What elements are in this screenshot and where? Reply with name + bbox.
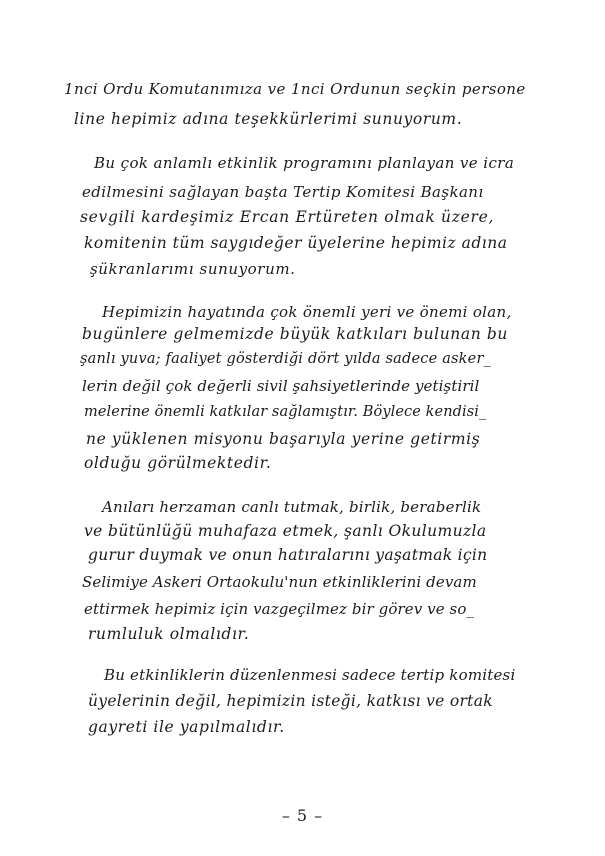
text-line: ve bütünlüğü muhafaza etmek, şanlı Okulumuzla <box>84 522 487 540</box>
text-line: Hepimizin hayatında çok önemli yeri ve önemi olan, <box>102 303 512 321</box>
text-line: line hepimiz adına teşekkürlerimi sunuyorum. <box>74 110 463 128</box>
text-line: olduğu görülmektedir. <box>84 454 272 472</box>
text-line: edilmesini sağlayan başta Tertip Komitesi Başkanı <box>82 183 484 201</box>
text-line: şanlı yuva; faaliyet gösterdiği dört yılda sadece asker_ <box>80 351 492 367</box>
text-line: ettirmek hepimiz için vazgeçilmez bir görev ve so_ <box>84 600 475 618</box>
text-line: lerin değil çok değerli sivil şahsiyetlerinde yetiştiril <box>82 377 480 395</box>
text-line: şükranlarımı sunuyorum. <box>90 260 296 278</box>
text-line: bugünlere gelmemizde büyük katkıları bulunan bu <box>82 325 508 343</box>
text-line: rumluluk olmalıdır. <box>88 625 250 643</box>
page-number: – 5 – <box>281 806 324 825</box>
text-line: komitenin tüm saygıdeğer üyelerine hepimiz adına <box>84 234 508 252</box>
text-line: 1nci Ordu Komutanımıza ve 1nci Ordunun seçkin persone <box>64 80 526 98</box>
text-line: üyelerinin değil, hepimizin isteği, katkısı ve ortak <box>88 692 493 710</box>
text-line: ne yüklenen misyonu başarıyla yerine getirmiş <box>86 430 481 448</box>
text-line: Anıları herzaman canlı tutmak, birlik, beraberlik <box>102 498 482 516</box>
text-line: Bu etkinliklerin düzenlenmesi sadece tertip komitesi <box>104 666 516 684</box>
text-line: gayreti ile yapılmalıdır. <box>88 718 285 736</box>
text-line: gurur duymak ve onun hatıralarını yaşatmak için <box>88 546 488 564</box>
text-line: sevgili kardeşimiz Ercan Ertüreten olmak üzere, <box>80 208 495 226</box>
text-line: Bu çok anlamlı etkinlik programını planlayan ve icra <box>94 154 515 172</box>
text-line: melerine önemli katkılar sağlamıştır. Böylece kendisi_ <box>84 404 487 420</box>
text-line: Selimiye Askeri Ortaokulu'nun etkinliklerini devam <box>82 573 477 591</box>
